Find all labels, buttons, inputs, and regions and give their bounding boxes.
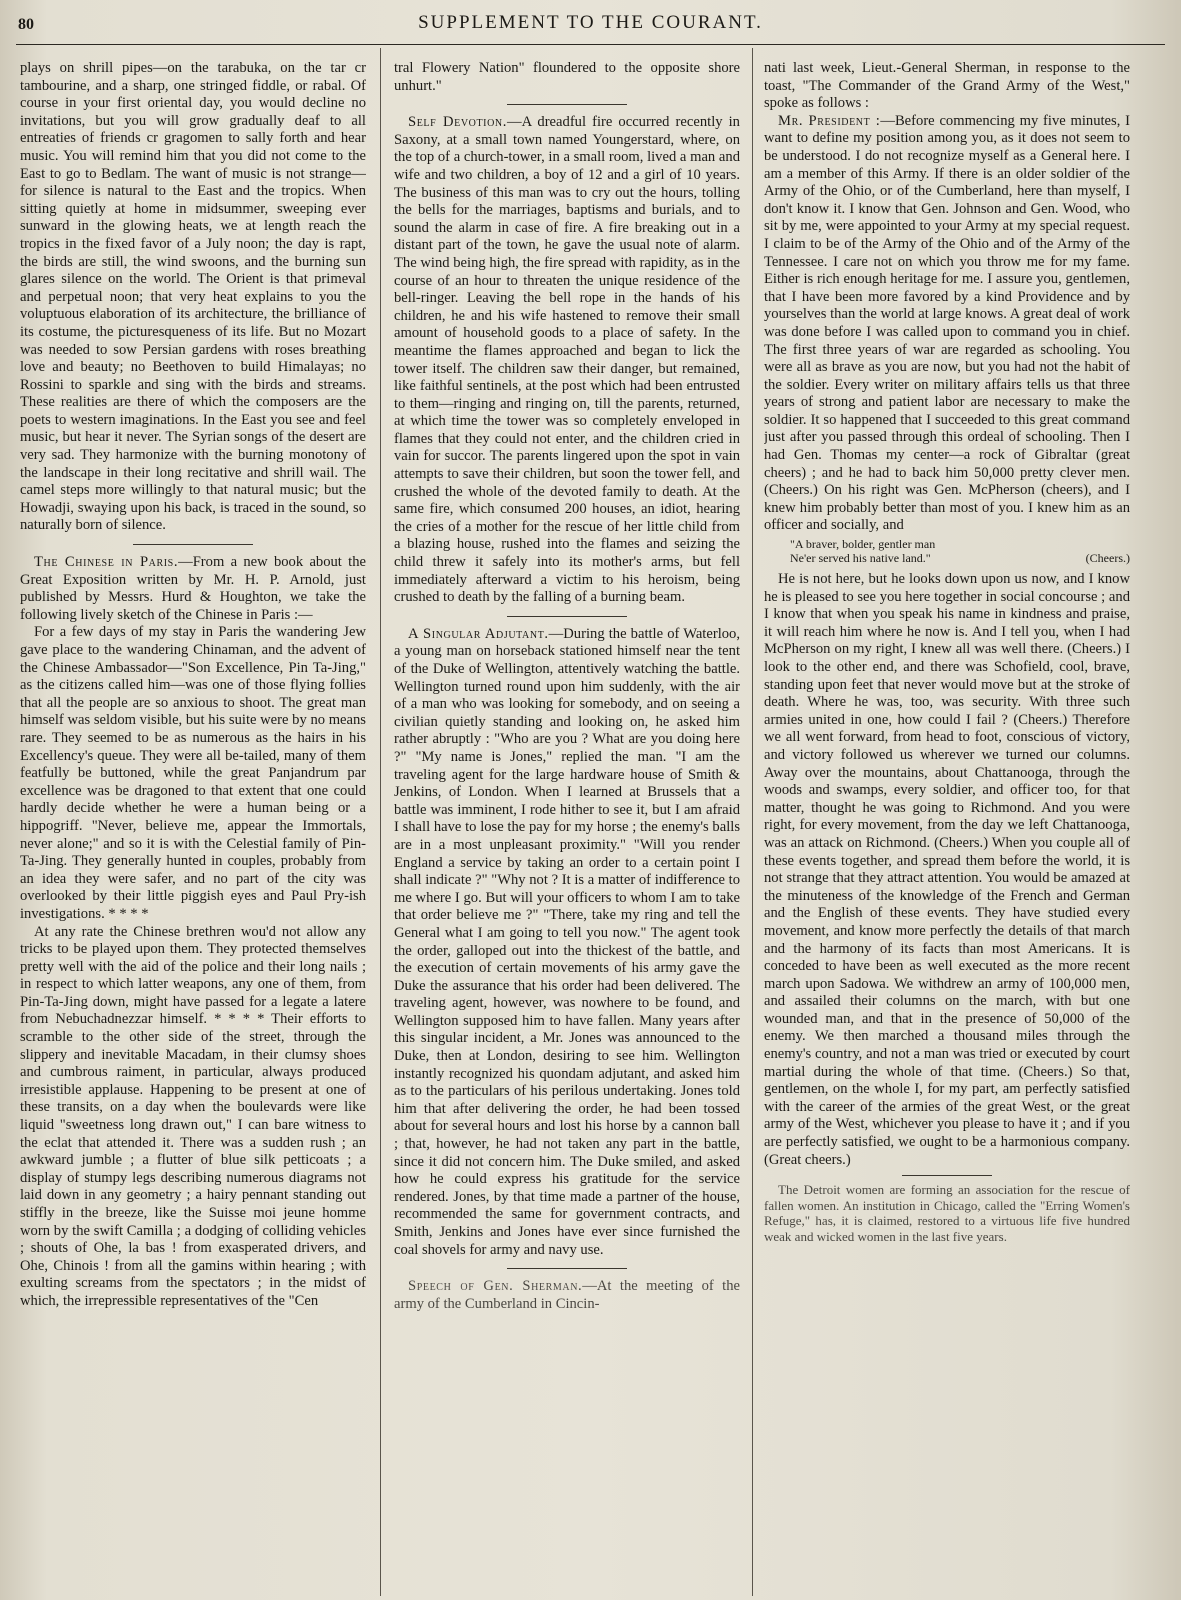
speech-salutation: Mr. President : xyxy=(778,112,881,129)
article-separator xyxy=(507,616,627,617)
running-head: SUPPLEMENT TO THE COURANT. xyxy=(418,12,763,33)
article-separator xyxy=(507,1268,627,1269)
header-rule xyxy=(16,44,1165,45)
verse-line xyxy=(790,551,1130,565)
article-separator xyxy=(133,544,253,545)
article-separator xyxy=(902,1175,992,1176)
article-paragraph: plays on shrill pipes—on the tarabuka, on the tar cr tambourine, and a sharp, one stringed fiddle, or rabal. Of course in your first oriental day, you would decline no invitations, but you will grow gradually deaf to all entreaties of friends cr gragomen to sally forth and hear music. You will remind him that you did not come to the East to go to Bedlam. The want of music is not strange—for silence is natural to the East and the tropics. When sitting quietly at home in midsummer, sweeping ever sunward in the glowing heats, we at length reach the tropics in the fixed favor of a July noon; the day is rapt, the birds are still, the wind swoons, and the burning sun glares silence on the world. The Orient is that primeval and perpetual noon; that very heat explains to you the voluptuous elaboration of its architecture, the brilliance of its costume, the picturesqueness of its life. But no Mozart was needed to sow Persian gardens with roses breathing love and beauty; no Beethoven to build Himalayas; no Rossini to sparkle and sing with the birds and streams. These realities are there of which the composers are the poets to western imaginations. In the East you see and feel music, but hear it never. The Syrian songs of the desert are very sad. They harmonize with the burning monotony of the landscape in their long recitative and shrill wail. The camel steps more willingly to that natural music; but the Howadji, swaying upon his back, is traced in the sound, so naturally born of silence. xyxy=(20,60,366,534)
column-divider xyxy=(380,48,381,1596)
verse-quote xyxy=(790,537,1130,565)
column-1 xyxy=(20,60,366,1590)
page-header xyxy=(0,8,1181,48)
speech-text: —Before commencing my five minutes, I want to define my position among you, as it does not seem to be understood. I do not recognize myself as a General here. I am a member of this Army. If there is an older soldier of the Army of the Ohio, or of the Cumberland, here than myself, I don't know it. I know that Gen. Johnson and Gen. Wood, who sit by me, were appointed to your Army at my special request. I claim to be of the Army of the Ohio and of the Army of the Tennessee. I care not on which you throw me for my fame. Either is rich enough heritage for me. I assure you, gentlemen, that I have been more favored by a kind Providence and by yourselves than the world at large knows. A great deal of work was done before I was called upon to command you in chief. The first three years of war are regarded as schooling. You were all as brave as you are now, but you had not the habit of the soldier. Every writer on military affairs tells us that three years of strong and patient labor are necessary to make the soldier. It so happened that I succeeded to this great command just after you passed through this ordeal of schooling. Then I had Gen. Thomas my center—a rock of Gibraltar (great cheers) ; and he had to back him 50,000 pretty clever men. (Cheers.) On his right was Gen. McPherson (cheers), and I knew him probably better than most of you. I knew him as an officer and socially, and xyxy=(764,112,1130,534)
article-lead-text: —A dreadful fire occurred recently in Saxony, at a small town named Youngerstard, where, on the top of a church-tower, in a small room, lived a man and wife and two children, a boy of 12 and a girl of 10 years. The business of this man was to cry out the hours, tolling the bells for the marriages, baptisms and burials, and to sound the alarm in case of fire. A fire breaking out in a distant part of the town, he gave the usual note of alarm. The wind being high, the fire spread with rapidity, as in the course of an hour to threaten the unique residence of the bell-ringer. Leaving the bell rope in the hands of his children, he and his wife hastened to remove their small amount of household goods to a place of safety. In the meantime the flames approached and began to lick the tower itself. The children saw their danger, but remained, like faithful sentinels, at the post which had been entrusted to them—ringing and ringing on, till the parents, returned, at which time the tower was so completely enveloped in flames that they could not enter, and the children cried in vain for succor. The parents lingered upon the spot in vain attempts to save their children, but soon the tower fell, and crushed the whole of the devoted family to death. At the same fire, which consumed 200 houses, an idiot, hearing the cries of a mother for the rescue of her little child from a blazing house, rushed into the flames and seizing the child threw it safely into its mother's arms, but fell immediately afterward a victim to his heroism, being crushed to death by the falling of a burning beam. xyxy=(394,114,740,606)
page-number: 80 xyxy=(18,16,34,33)
article-paragraph: tral Flowery Nation" floundered to the opposite shore unhurt." xyxy=(394,60,740,94)
article-paragraph: nati last week, Lieut.-General Sherman, in response to the toast, "The Commander of the Grand Army of the West," spoke as follows : xyxy=(764,60,1130,112)
article-lead-text: —From a new book about the Great Exposition written by Mr. H. P. Arnold, just published by Messrs. Hurd & Houghton, we take the following lively sketch of the Chinese in Paris :— xyxy=(20,554,366,623)
article-heading: Speech of Gen. Sherman. xyxy=(408,1278,583,1295)
news-item: The Detroit women are forming an association for the rescue of fallen women. An institution in Chicago, called the "Erring Women's Refuge," has, it is claimed, restored to a virtuous life five hundred weak and wicked women in the last five years. xyxy=(764,1182,1130,1244)
article-paragraph xyxy=(394,114,740,607)
article-heading: A Singular Adjutant. xyxy=(408,625,549,642)
article-lead-text: —During the battle of Waterloo, a young man on horseback stationed himself near the tent of the Duke of Wellington, attentively watching the battle. Wellington turned round upon him suddenly, with the air of a man who was looking for somebody, and on seeing a civilian quietly standing and looking on, he asked him rather abruptly : "Who are you ? What are you doing here ?" "My name is Jones," replied the man. "I am the traveling agent for the large hardware house of Smith & Jenkins, of London. When I learned at Brussels that a battle was imminent, I rode hither to see it, but I am afraid I shall have to lose the pay for my horse ; the enemy's balls are in a most unpleasant proximity." "Will you render England a service by taking an order to a certain point I shall indicate ?" "Why not ? It is a matter of indifference to me where I go. But will your officers to whom I am to take that order believe me ?" "There, take my ring and tell the General what I am going to tell you now." The agent took the order, galloped out into the thickest of the battle, and the execution of certain movements of his army gave the Duke the assurance that his order had been delivered. The traveling agent, however, was nowhere to be found, and Wellington supposed him to have fallen. Many years after this singular incident, a Mr. Jones was announced to the Duke, then at London, desiring to see him. Wellington instantly recognized his quondam adjutant, and asked him as to the particulars of his perilous undertaking. Jones told him that after delivering the order, he had been tossed about for several hours and lost his horse by a cannon ball ; that, however, he had not taken any part in the battle, since it did not concern him. The Duke smiled, and asked how he could express his gratitude for the service rendered. Jones, by that time made a partner of the house, recommended the same for government contracts, and Smith, Jenkins and Jones have ever since furnished the coal shovels for army and navy use. xyxy=(394,625,740,1258)
article-heading: Self Devotion. xyxy=(408,114,507,131)
article-separator xyxy=(507,104,627,105)
article-lead-text: —At the meeting of the army of the Cumberland in Cincin- xyxy=(394,1278,740,1312)
column-2 xyxy=(394,60,740,1590)
column-3 xyxy=(764,60,1130,1590)
article-paragraph: He is not here, but he looks down upon us now, and I know he is pleased to see you here together in social concourse ; and I know that when you speak his name in kindness and praise, it will reach him where he now is. And I tell you, when I had McPherson on my right, I knew all was well there. (Cheers.) I look to the other end, and there was Schofield, cool, brave, standing upon feet that never would move but at the stroke of death. Where he was, too, was security. With three such armies united in one, how could I fail ? (Cheers.) Therefore we all went forward, from head to foot, conscious of victory, and victory followed us wherever we turned our columns. Away over the mountains, about Chattanooga, through the woods and swamps, every soldier, and officer too, for that matter, thought he was going to Richmond. And you were right, for every movement, from the day we left Chattanooga, was an attack on Richmond. (Cheers.) When you couple all of these events together, and spread them before the world, it is not strange that they attract attention. You would be amazed at the minuteness of the knowledge of the French and German and the English of these events. They have studied every movement, and know more perfectly the details of that march and the harmony of its facts than most Americans. It is conceded to have been as well executed as the more recent march upon Sadowa. We withdrew an army of 100,000 men, and assailed their columns on the march, with but one wounded man, and that in the presence of 50,000 of the enemy. We then marched a thousand miles through the enemy's country, and not a man was tried or executed by court martial during the whole of that time. (Cheers.) So that, gentlemen, on the whole I, for my part, am perfectly satisfied with the career of the armies of the great West, or the great army of the West, whichever you please to have it ; and if you are perfectly satisfied, we ought to be a harmonious company. (Great cheers.) xyxy=(764,571,1130,1168)
article-paragraph: At any rate the Chinese brethren wou'd not allow any tricks to be played upon them. They protected themselves pretty well with the aid of the police and their long nails ; in respect to which latter weapons, any one of them, from Pin-Ta-Jing down, might have passed for a legate a latere from Nebuchadnezzar himself. * * * * Their efforts to scramble to the other side of the street, through the slippery and inevitable Macadam, in their clumsy shoes and cumbrous raiment, in particular, always produced irresistible applause. Happening to be present at one of these transits, on a day when the boulevards were like liquid "sweetness long drawn out," I can bare witness to the eclat that attended it. There was a sudden rush ; an awkward jumble ; a flutter of blue silk petticoats ; a display of stumpy legs describing numerous diagrams not laid down in any geometry ; a hairy pennant standing out stiffly in the breeze, like the Suisse moi jeune homme worn by the swift Camilla ; a dodging of colliding vehicles ; shouts of Ohe, la bas ! from exasperated drivers, and Ohe, Chinois ! from all the gamins within hearing ; with exulting screams from the spectators ; in the midst of which, the irrepressible representatives of the "Cen xyxy=(20,923,366,1309)
article-paragraph xyxy=(764,113,1130,535)
article-heading: The Chinese in Paris. xyxy=(34,554,179,571)
verse-line: "A braver, bolder, gentler man xyxy=(790,537,936,552)
article-paragraph xyxy=(394,626,740,1259)
article-paragraph: For a few days of my stay in Paris the wandering Jew gave place to the wandering Chinaman, and the advent of the Chinese Ambassador—"Son Excellence, Pin Ta-Jing," as the citizens called him—was one of those flying follies that all the people are so anxious to shoot. The great man himself was seldom visible, but his suite were by no means rare. They seemed to be as numerous as the hairs in his Excellency's queue. They were all be-tailed, many of them featfully be buttoned, while the great Panjandrum par excellence was be dragoned to that extent that one could hardly decide whether he were a human being or a hippogriff. "Never, believe me, appear the Immortals, never alone;" and so it is with the Celestial family of Pin-Ta-Jing. They generally hunted in couples, probably from an idea they were safer, and no part of the city was overlooked by their little piggish eyes and Paul Pry-ish investigations. * * * * xyxy=(20,624,366,922)
article-paragraph xyxy=(20,554,366,624)
verse-cheers: (Cheers.) xyxy=(1085,551,1130,566)
verse-line-text: Ne'er served his native land." xyxy=(790,551,931,566)
column-divider xyxy=(752,48,753,1596)
article-paragraph xyxy=(394,1278,740,1313)
